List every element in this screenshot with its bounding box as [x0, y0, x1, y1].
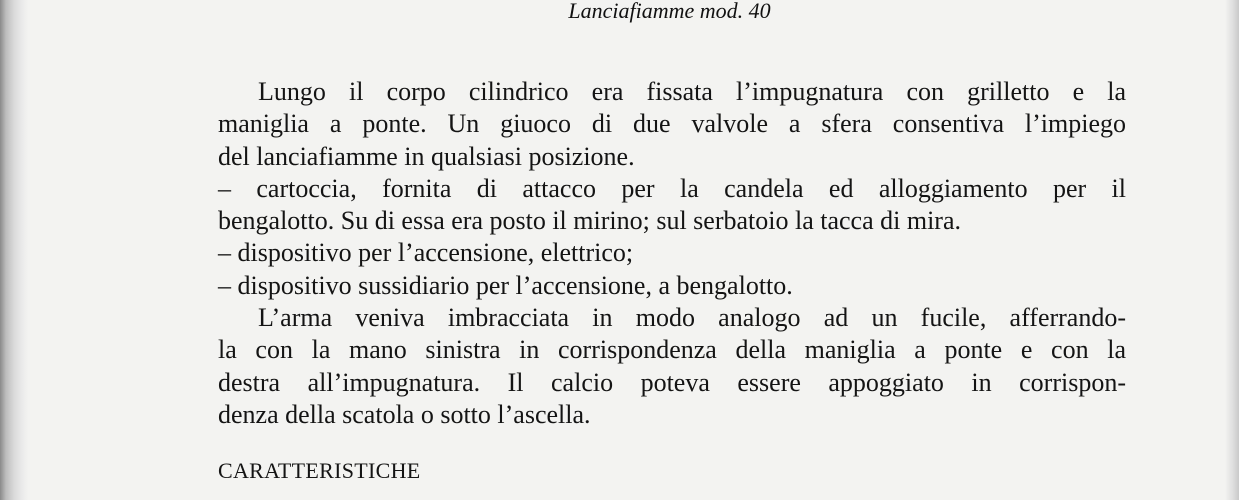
page-edge-shadow [1225, 0, 1239, 500]
list-item-ignition-backup: – dispositivo sussidiario per l’accensione, a bengalotto. [218, 270, 793, 300]
section-heading: CARATTERISTICHE [218, 458, 421, 483]
paragraph-2-line-1: L’arma veniva imbracciata in modo analogo ad un fucile, afferrando- [258, 303, 1126, 333]
paragraph-1-line-2: maniglia a ponte. Un giuoco di due valvole a sfera consentiva l’impiego [218, 109, 1126, 139]
list-item-cartoccia-line-2: bengalotto. Su di essa era posto il mirino; sul serbatoio la tacca di mira. [218, 206, 961, 236]
list-item-cartoccia-line-1: – cartoccia, fornita di attacco per la candela ed alloggiamento per il [218, 173, 1126, 203]
body-text [218, 76, 1126, 431]
paragraph-2-line-3: destra all’impugnatura. Il calcio poteva essere appoggiato in corrispon- [218, 367, 1126, 397]
paragraph-2-line-2: la con la mano sinistra in corrispondenza della maniglia a ponte e con la [218, 335, 1126, 365]
paragraph-1-line-3: del lanciafiamme in qualsiasi posizione. [218, 141, 635, 171]
paragraph-2-line-4: denza della scatola o sotto l’ascella. [218, 399, 591, 429]
list-item-ignition-electric: – dispositivo per l’accensione, elettrico; [218, 238, 634, 268]
paragraph-1-line-1: Lungo il corpo cilindrico era fissata l’impugnatura con grilletto e la [258, 77, 1126, 106]
figure-caption: Lanciafiamme mod. 40 [568, 0, 771, 23]
page-binding-shadow [0, 0, 28, 500]
